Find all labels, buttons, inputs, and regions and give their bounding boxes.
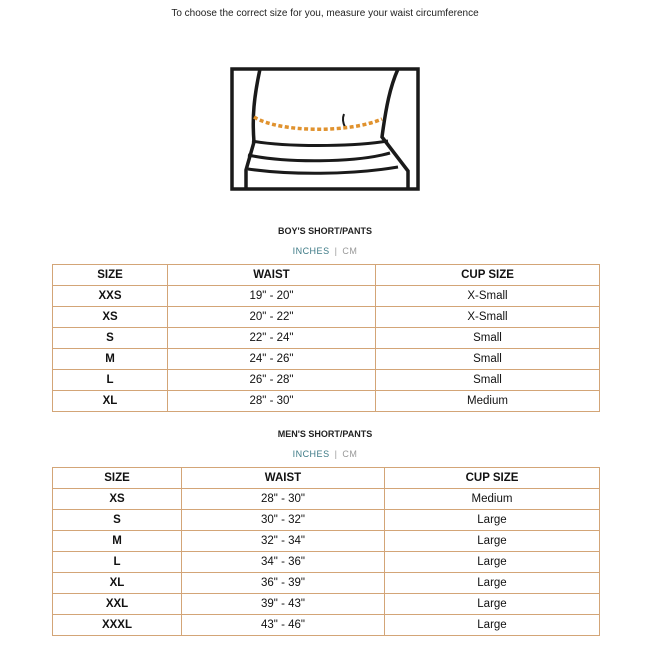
size-cell: XS [53, 489, 182, 510]
cup-size-cell: X-Small [376, 307, 600, 328]
table-row [53, 370, 600, 391]
waist-column-header: WAIST [168, 265, 376, 286]
table-row [53, 552, 600, 573]
size-cell: M [53, 349, 168, 370]
waist-cell: 24" - 26" [168, 349, 376, 370]
waist-cell: 28" - 30" [182, 489, 385, 510]
cup-size-cell: Large [385, 552, 600, 573]
table-row [53, 286, 600, 307]
table-row [53, 510, 600, 531]
mens-size-table [52, 467, 600, 636]
waist-cell: 19" - 20" [168, 286, 376, 307]
table-row [53, 349, 600, 370]
waist-cell: 30" - 32" [182, 510, 385, 531]
unit-separator: | [334, 246, 338, 256]
size-cell: S [53, 328, 168, 349]
table-row [53, 615, 600, 636]
waist-cell: 20" - 22" [168, 307, 376, 328]
boys-section-title: BOY'S SHORT/PANTS [278, 226, 372, 236]
size-cell: XL [53, 391, 168, 412]
table-row [53, 307, 600, 328]
cup-size-column-header: CUP SIZE [376, 265, 600, 286]
cup-size-cell: Small [376, 370, 600, 391]
intro-text: To choose the correct size for you, measure your waist circumference [171, 8, 479, 19]
boys-inches-toggle[interactable]: INCHES [292, 246, 330, 256]
waist-cell: 36" - 39" [182, 573, 385, 594]
table-row [53, 489, 600, 510]
waist-cell: 28" - 30" [168, 391, 376, 412]
table-row [53, 328, 600, 349]
waist-column-header: WAIST [182, 468, 385, 489]
size-cell: XXXL [53, 615, 182, 636]
waist-cell: 32" - 34" [182, 531, 385, 552]
cup-size-cell: Small [376, 328, 600, 349]
boys-size-table [52, 264, 600, 412]
boys-unit-toggle [0, 246, 650, 256]
size-cell: M [53, 531, 182, 552]
cup-size-cell: Medium [376, 391, 600, 412]
size-cell: XXS [53, 286, 168, 307]
mens-cm-toggle[interactable]: CM [342, 449, 358, 459]
unit-separator: | [334, 449, 338, 459]
size-cell: XL [53, 573, 182, 594]
boys-cm-toggle[interactable]: CM [342, 246, 358, 256]
size-column-header: SIZE [53, 468, 182, 489]
cup-size-cell: X-Small [376, 286, 600, 307]
size-cell: L [53, 552, 182, 573]
waist-measurement-icon [230, 67, 420, 191]
table-header-row [53, 265, 600, 286]
cup-size-cell: Large [385, 510, 600, 531]
mens-section-title: MEN'S SHORT/PANTS [277, 429, 373, 439]
table-row [53, 594, 600, 615]
waist-cell: 39" - 43" [182, 594, 385, 615]
table-row [53, 391, 600, 412]
waist-cell: 43" - 46" [182, 615, 385, 636]
cup-size-cell: Large [385, 531, 600, 552]
size-cell: S [53, 510, 182, 531]
cup-size-cell: Small [376, 349, 600, 370]
size-cell: XS [53, 307, 168, 328]
table-header-row [53, 468, 600, 489]
waist-cell: 22" - 24" [168, 328, 376, 349]
size-cell: L [53, 370, 168, 391]
mens-inches-toggle[interactable]: INCHES [292, 449, 330, 459]
table-row [53, 531, 600, 552]
size-cell: XXL [53, 594, 182, 615]
waist-cell: 26" - 28" [168, 370, 376, 391]
size-column-header: SIZE [53, 265, 168, 286]
cup-size-cell: Large [385, 594, 600, 615]
mens-unit-toggle [0, 449, 650, 459]
cup-size-cell: Large [385, 573, 600, 594]
cup-size-cell: Medium [385, 489, 600, 510]
cup-size-column-header: CUP SIZE [385, 468, 600, 489]
cup-size-cell: Large [385, 615, 600, 636]
table-row [53, 573, 600, 594]
waist-cell: 34" - 36" [182, 552, 385, 573]
